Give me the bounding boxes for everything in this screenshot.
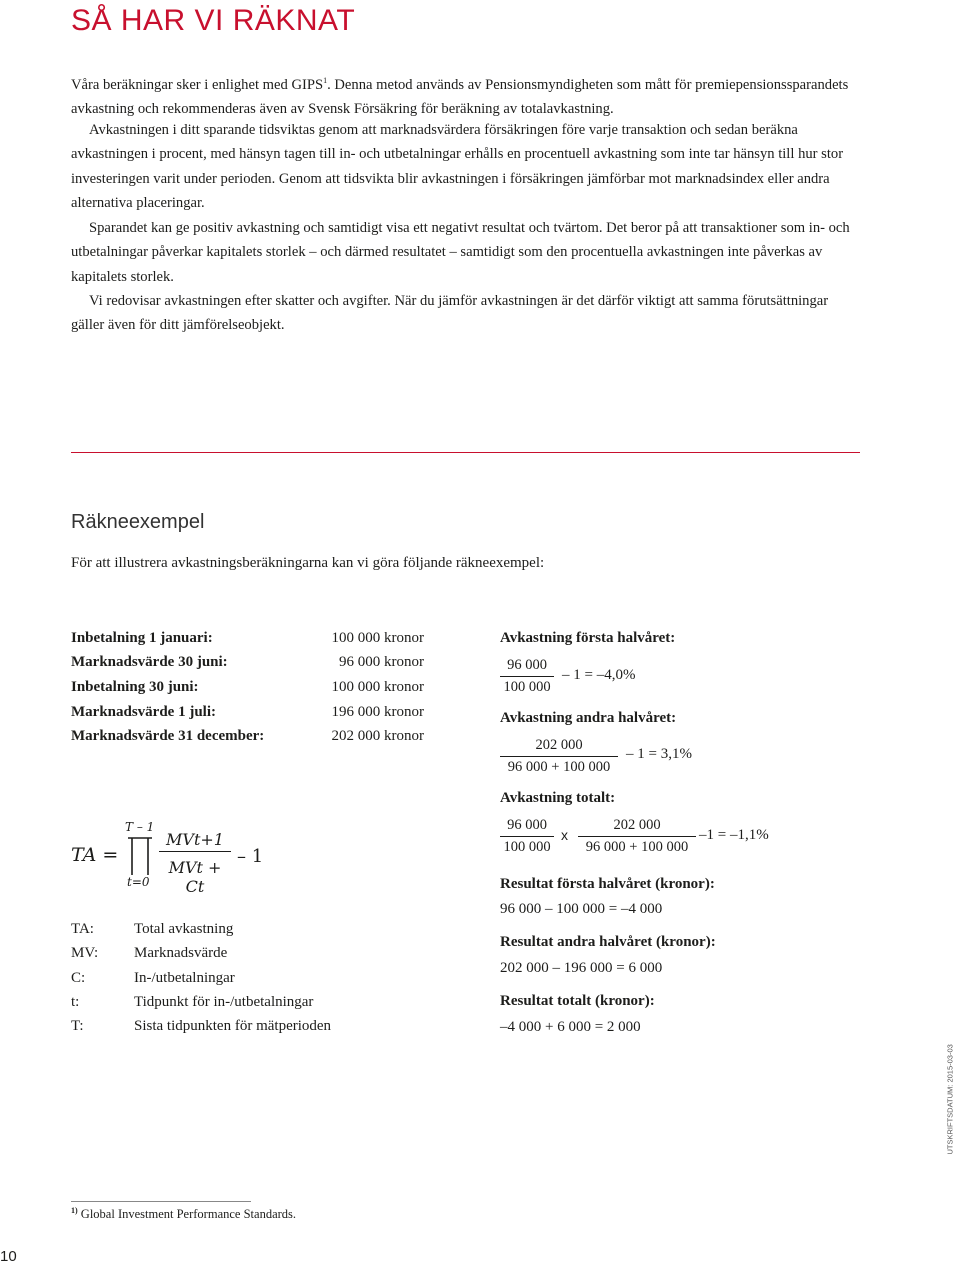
row-value-4: 196 000 kronor [331,704,424,720]
total-fraction-2 [578,817,696,856]
definition-key: MV: [71,945,99,961]
first-half-heading: Avkastning första halvåret: [500,630,676,646]
paragraph-gips [71,69,861,122]
definition-value: In-/utbetalningar [134,970,235,986]
footnote-ref: 1 [323,76,328,85]
total-times: x [561,827,568,843]
second-half-result: – 1 = 3,1% [626,746,692,762]
row-label-5: Marknadsvärde 31 december: [71,728,265,744]
footnote-divider [71,1201,251,1202]
product-symbol-icon [127,836,153,876]
footnote-text: Global Investment Performance Standards. [80,1207,297,1222]
row-label-1: Inbetalning 1 januari: [71,630,213,646]
formula-numerator: MVt+1 [159,830,231,852]
result-total-heading: Resultat totalt (kronor): [500,993,655,1009]
formula-lhs: TA = [71,844,119,866]
row-value-3: 100 000 kronor [331,679,424,695]
print-date: UTSKRIFTSDATUM: 2015-03-03 [945,1044,955,1155]
paragraph-timeweighted: Avkastningen i ditt sparande tidsviktas genom att marknadsvärdera försäkringen före varje transaktion och sedan beräkna avkastningen i procent, med hänsyn tagen till in- och utbetalningar erhålls en procentuell avkastning som inte tar hänsyn till hur stor investeringen varit under perioden. Genom att tidsvikta blir avkastningen i försäkringen jämförbar mot marknadsindex eller andra alternativa placeringar. [71,122,844,212]
definition-key: C: [71,970,86,986]
formula-minus-one: – 1 [237,846,264,867]
first-half-fraction [500,657,554,696]
result-first-heading: Resultat första halvåret (kronor): [500,876,715,892]
second-half-heading: Avkastning andra halvåret: [500,710,677,726]
total-numerator-2: 202 000 [578,817,696,837]
paragraph-gips-text-rest: . Denna metod används av Pensionsmyndigheten som mått för premiepensionssparandets avkastning och rekommenderas även av Svensk Försäkring för beräkning av totalavkastning. [71,76,849,118]
definition-key: t: [71,994,80,1010]
paragraph-after-tax: Vi redovisar avkastningen efter skatter och avgifter. När du jämför avkastningen är det därför viktigt att samma förutsättningar gäller även för ditt jämförelseobjekt. [71,293,829,334]
row-value-5: 202 000 kronor [331,728,424,744]
paragraph-positive-negative: Sparandet kan ge positiv avkastning och samtidigt visa ett negativt resultat och tvärtom. Det beror på att transaktioner som in- och utbetalningar påverkar kapitalets storlek – och därmed resultatet – samtidigt som den procentuella avkastningen inte påverkas av kapitalets storlek. [71,220,850,285]
total-heading: Avkastning totalt: [500,790,616,806]
first-half-denominator: 100 000 [503,679,551,695]
footnote [71,1206,296,1222]
second-half-denominator: 96 000 + 100 000 [507,759,611,775]
total-return-formula [71,818,291,896]
result-second-heading: Resultat andra halvåret (kronor): [500,934,716,950]
row-label-4: Marknadsvärde 1 juli: [71,704,217,720]
row-value-1: 100 000 kronor [331,630,424,646]
definition-value: Tidpunkt för in-/utbetalningar [134,994,314,1010]
total-fraction-1 [500,817,554,856]
definition-value: Total avkastning [134,921,234,937]
formula-upper-limit: T – 1 [125,820,155,834]
footnote-marker: 1) [71,1206,78,1215]
total-result: –1 = –1,1% [699,827,769,843]
page-title: SÅ HAR VI RÄKNAT [71,4,356,37]
first-half-result: – 1 = –4,0% [562,667,636,683]
second-half-numerator: 202 000 [500,737,618,757]
first-half-numerator: 96 000 [500,657,554,677]
row-label-2: Marknadsvärde 30 juni: [71,654,228,670]
definition-key: TA: [71,921,94,937]
row-label-3: Inbetalning 30 juni: [71,679,199,695]
formula-lower-limit: t=0 [127,875,150,889]
result-first-calc: 96 000 – 100 000 = –4 000 [500,901,663,917]
second-half-fraction [500,737,618,776]
section-divider [71,452,860,453]
page-number: 10 [0,1248,17,1265]
row-value-2: 96 000 kronor [339,654,424,670]
formula-denominator: MVt + Ct [168,858,222,896]
total-denominator-2: 96 000 + 100 000 [585,839,689,855]
example-title: Räkneexempel [71,511,205,533]
result-total-calc: –4 000 + 6 000 = 2 000 [500,1019,641,1035]
example-intro: För att illustrera avkastningsberäkningarna kan vi göra följande räkneexempel: [71,555,545,571]
result-second-calc: 202 000 – 196 000 = 6 000 [500,960,663,976]
definition-value: Sista tidpunkten för mätperioden [134,1018,332,1034]
definition-key: T: [71,1018,84,1034]
paragraph-gips-text: Våra beräkningar sker i enlighet med GIPS [71,76,324,93]
definition-value: Marknadsvärde [134,945,228,961]
total-denominator-1: 100 000 [503,839,551,855]
total-numerator-1: 96 000 [500,817,554,837]
